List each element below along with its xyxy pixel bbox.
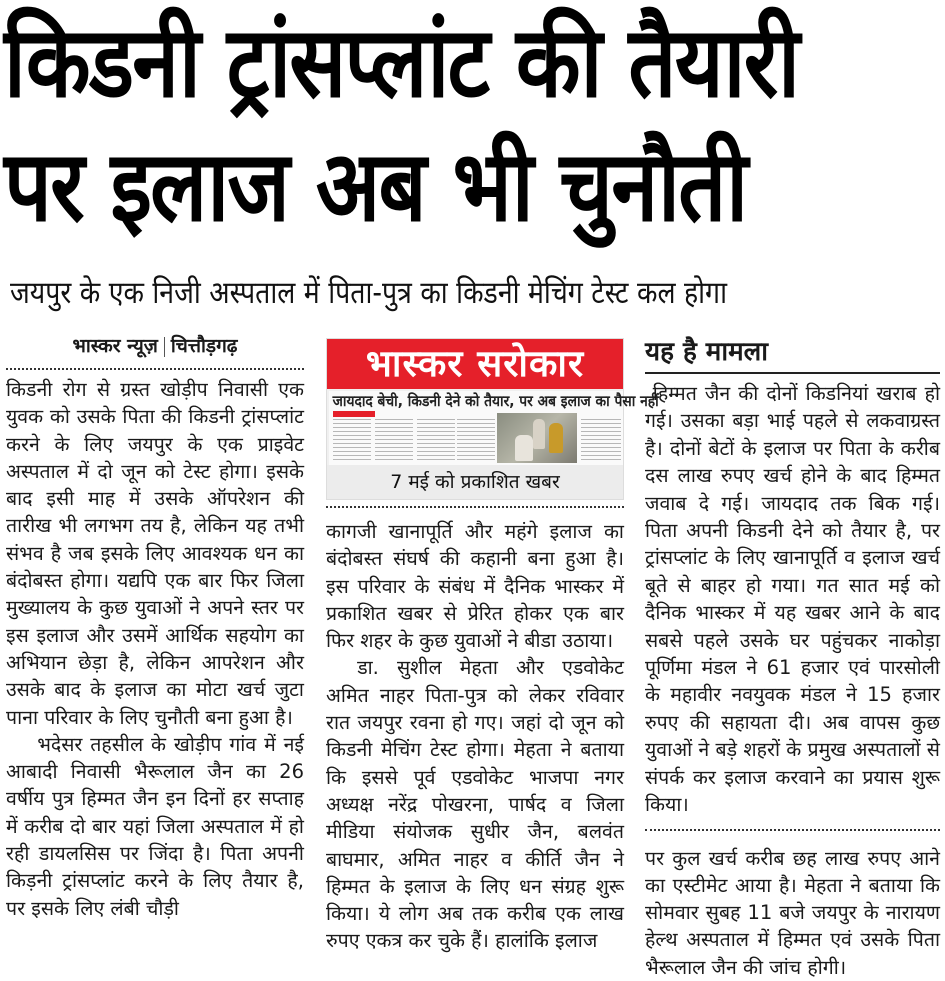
sidebox-text: हिम्मत जैन की दोनों किडनियां खराब हो गई। उसका बड़ा भाई पहले से लकवाग्रस्त है। दोनों बेटों के इलाज पर पिता के करीब दस लाख रुपए खर्च होने के बाद हिम्मत जवाब दे गई। जायदाद तक बिक गई। पिता अपनी किडनी देने को तैयार है, पर ट्रांसप्लांट के लिए खानापूर्ति व इलाज खर्च बूते से बाहर हो गया। गत सात मई को दैनिक भास्कर में यह खबर आने के बाद सबसे पहले उसके घर पहुंचकर नाकोड़ा पूर्णिमा मंडल ने 61 हजार एवं पारसोली के महावीर नवयुवक मंडल ने 15 हजार रुपए की सहायता दी। अब वापस कुछ युवाओं ने बड़े शहरों के प्रमुख अस्पतालों से संपर्क कर इलाज करवाने का प्रयास शुरू किया।: [645, 382, 940, 817]
byline-source: भास्कर न्यूज़: [72, 335, 158, 357]
article-paragraph: कागजी खानापूर्ति और महंगे इलाज का बंदोबस्त संघर्ष की कहानी बना हुआ है। इस परिवार के संबंध में दैनिक भास्कर में प्रकाशित खबर से प्रेरित होकर एक बार फिर शहर के कुछ युवाओं ने बीडा उठाया।: [326, 520, 624, 653]
photo-person: [515, 435, 533, 461]
clipping-text-column: [375, 419, 413, 463]
clipping-text-column: [581, 419, 621, 463]
column-1: [6, 330, 304, 922]
clipping-page: [329, 391, 659, 465]
article-paragraph: डा. सुशील मेहता और एडवोकेट अमित नाहर पिता-पुत्र को लेकर रविवार रात जयपुर रवना हो गए। जहां दो जून को किडनी मेचिंग टेस्ट होगा। मेहता ने बताया कि इससे पूर्व एडवोकेट भाजपा नगर अध्यक्ष नरेंद्र पोखरना, पार्षद व जिला मीडिया संयोजक सुधीर जैन, बलवंत बाघमार, अमित नाहर व कीर्ति जैन ने हिम्मत के इलाज के लिए धन संग्रह शुरू किया। ये लोग अब तक करीब एक लाख रुपए एकत्र कर चुके हैं। हालांकि इलाज: [326, 656, 624, 953]
sidebox-rule: [645, 372, 940, 374]
dotted-divider: [6, 368, 304, 370]
article-continuation: पर कुल खर्च करीब छह लाख रुपए आने का एस्टीमेट आया है। मेहता ने बताया कि सोमवार सुबह 11 बजे जयपुर के नारायण हेल्थ अस्पताल में हिम्मत एवं उसके पिता भैरूलाल जैन की जांच होगी।: [645, 846, 940, 979]
article-paragraph: भदेसर तहसील के खोड़ीप गांव में नई आबादी निवासी भैरूलाल जैन का 26 वर्षीय पुत्र हिम्मत जैन इन दिनों हर सप्ताह में करीब दो बार यहां जिला अस्पताल में हो रही डायलसिस पर जिंदा है। पिता अपनी किड़नी ट्रांसप्लांट करने के लिए तैयार है, पर इसके लिए लंबी चौड़ी: [6, 732, 304, 920]
photo-person: [533, 419, 545, 449]
clipping-headline: जायदाद बेची, किडनी देने को तैयार, पर अब इलाज का पैसा नहीं: [332, 392, 659, 410]
newspaper-clipping: [326, 338, 659, 500]
photo-person: [549, 423, 563, 453]
clipping-banner: भास्कर सरोकार: [327, 339, 623, 389]
clipping-text-column: [333, 419, 371, 463]
dotted-divider: [645, 829, 940, 831]
clipping-caption: 7 मई को प्रकाशित खबर: [327, 465, 623, 499]
dotted-divider: [326, 506, 624, 508]
sidebox-title: यह है मामला: [645, 337, 768, 367]
headline-line-2: पर इलाज अब भी चुनौती: [4, 130, 747, 244]
column-2: [326, 338, 659, 955]
clipping-tag: [333, 411, 375, 417]
byline-place: चित्तौड़गढ़: [170, 335, 238, 357]
clipping-text-column: [457, 419, 495, 463]
headline-line-1: किडनी ट्रांसप्लांट की तैयारी: [4, 6, 799, 120]
column-3: [645, 330, 940, 981]
clipping-text-column: [417, 419, 455, 463]
byline: [6, 332, 304, 360]
clipping-photo: [497, 413, 577, 463]
byline-separator: [164, 337, 165, 357]
subheadline: जयपुर के एक निजी अस्पताल में पिता-पुत्र का किडनी मेचिंग टेस्ट कल होगा: [10, 275, 727, 311]
article-paragraph: किडनी रोग से ग्रस्त खोड़ीप निवासी एक युवक को उसके पिता की किडनी ट्रांसप्लांट करने के लिए जयपुर के एक प्राइवेट अस्पताल में दो जून को टेस्ट होगा। इसके बाद इसी माह में उसके ऑपरेशन की तारीख भी लगभग तय है, लेकिन यह तभी संभव है जब इसके लिए आवश्यक धन का बंदोबस्त होगा। यद्यपि एक बार फिर जिला मुख्यालय के कुछ युवाओं ने अपने स्तर पर इस इलाज और उसमें आर्थिक सहयोग का अभियान छेड़ा है, लेकिन आपरेशन और उसके बाद के इलाज का मोटा खर्च जुटा पाना परिवार के लिए चुनौती बना हुआ है।: [6, 378, 304, 729]
